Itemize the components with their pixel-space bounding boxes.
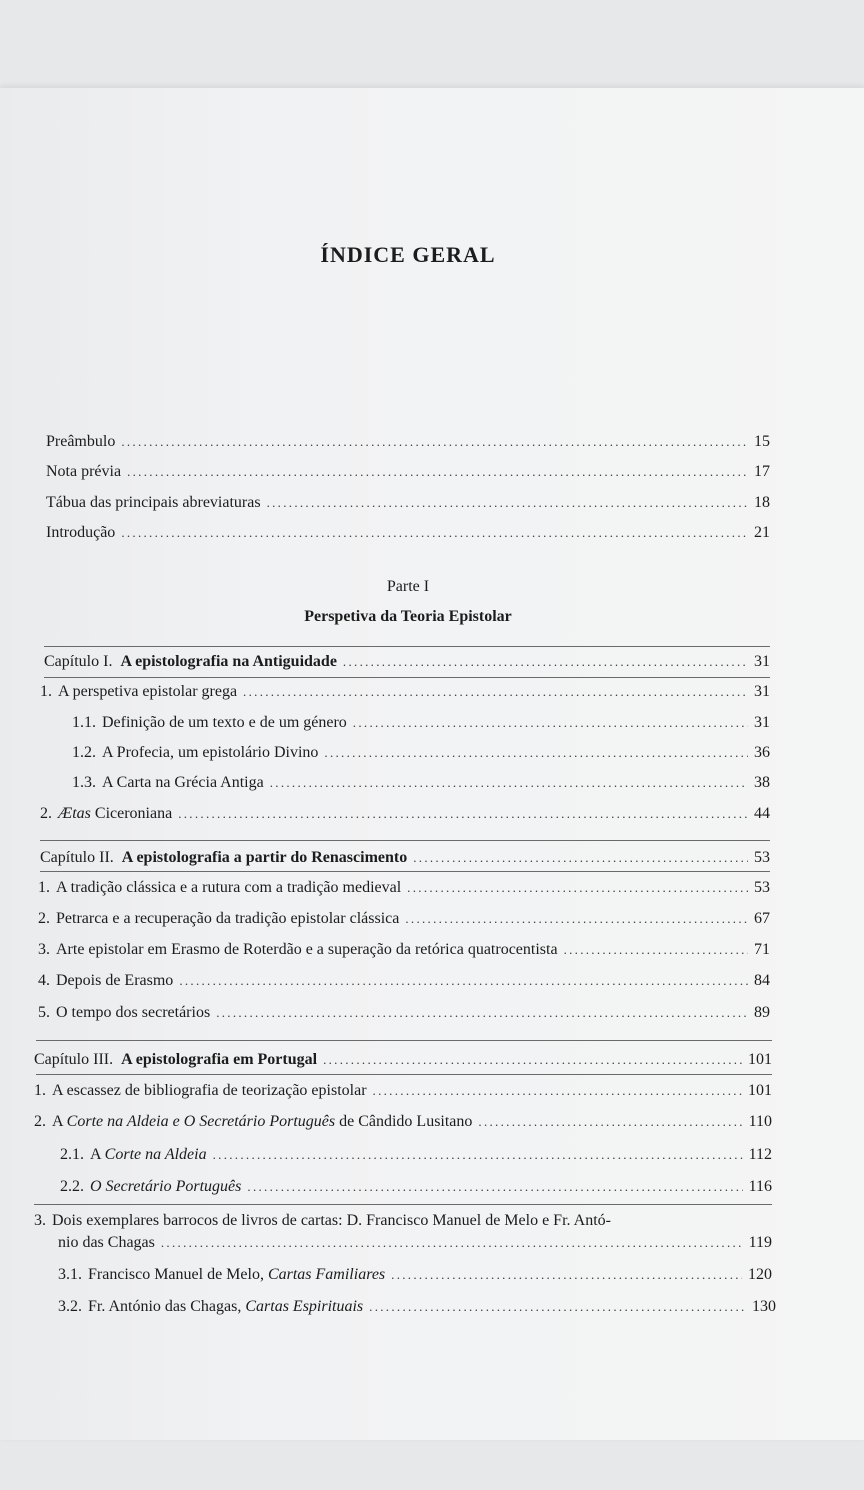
toc-entry: 1.2. A Profecia, um epistolário Divino ..... 36 [72,742,770,764]
part-subtitle: Perspetiva da Teoria Epistolar [304,608,512,625]
chapter-heading: Capítulo III. A epistolografia em Portugal ..... 101 [34,1049,772,1071]
divider [36,1074,772,1075]
toc-entry-preambulo: Preâmbulo ..... 15 [46,431,770,453]
toc-entry: 2.2. O Secretário Português ..... 116 [60,1176,772,1198]
divider [44,677,770,678]
toc-entry: 2. A Corte na Aldeia e O Secretário Português de Cândido Lusitano ..... 110 [34,1111,772,1133]
part-label: Parte I [386,578,430,595]
divider [40,871,770,872]
toc-entry: 1.1. Definição de um texto e de um género ..... 31 [72,712,770,734]
toc-entry: 3. Arte epistolar em Erasmo de Roterdão e a superação da retórica quatrocentista ..... 71 [38,939,770,961]
toc-entry-tabua: Tábua das principais abreviaturas ..... 18 [46,492,770,514]
toc-entry: 5. O tempo dos secretários ..... 89 [38,1002,770,1024]
toc-entry-line2: nio das Chagas ..... 119 [58,1232,772,1254]
toc-entry: 1.3. A Carta na Grécia Antiga ..... 38 [72,772,770,794]
toc-entry: 1. A escassez de bibliografia de teorização epistolar ..... 101 [34,1080,772,1102]
divider [36,1040,772,1041]
chapter-heading: Capítulo I. A epistolografia na Antiguidade ..... 31 [44,651,770,673]
divider [34,1204,772,1205]
toc-entry: 2. Petrarca e a recuperação da tradição epistolar clássica ..... 67 [38,908,770,930]
divider [44,646,770,647]
toc-entry: 2.1. A Corte na Aldeia ..... 112 [60,1144,772,1166]
divider [40,840,770,841]
toc-entry: 1. A perspetiva epistolar grega ..... 31 [40,681,770,703]
toc-entry: 4. Depois de Erasmo ..... 84 [38,970,770,992]
chapter-heading: Capítulo II. A epistolografia a partir do Renascimento ..... 53 [40,847,770,869]
toc-entry: 2. Ætas Ciceroniana ..... 44 [40,803,770,825]
toc-entry-introducao: Introdução ..... 21 [46,522,770,544]
page-title: ÍNDICE GERAL [320,242,496,267]
toc-entry-nota-previa: Nota prévia ..... 17 [46,461,770,483]
toc-entry: 3.2. Fr. António das Chagas, Cartas Espirituais ..... 130 [58,1296,776,1318]
toc-entry-line1: 3. Dois exemplares barrocos de livros de cartas: D. Francisco Manuel de Melo e Fr. Antó- [34,1212,611,1229]
toc-entry: 1. A tradição clássica e a rutura com a tradição medieval ..... 53 [38,877,770,899]
toc-entry: 3.1. Francisco Manuel de Melo, Cartas Familiares ..... 120 [58,1264,772,1286]
